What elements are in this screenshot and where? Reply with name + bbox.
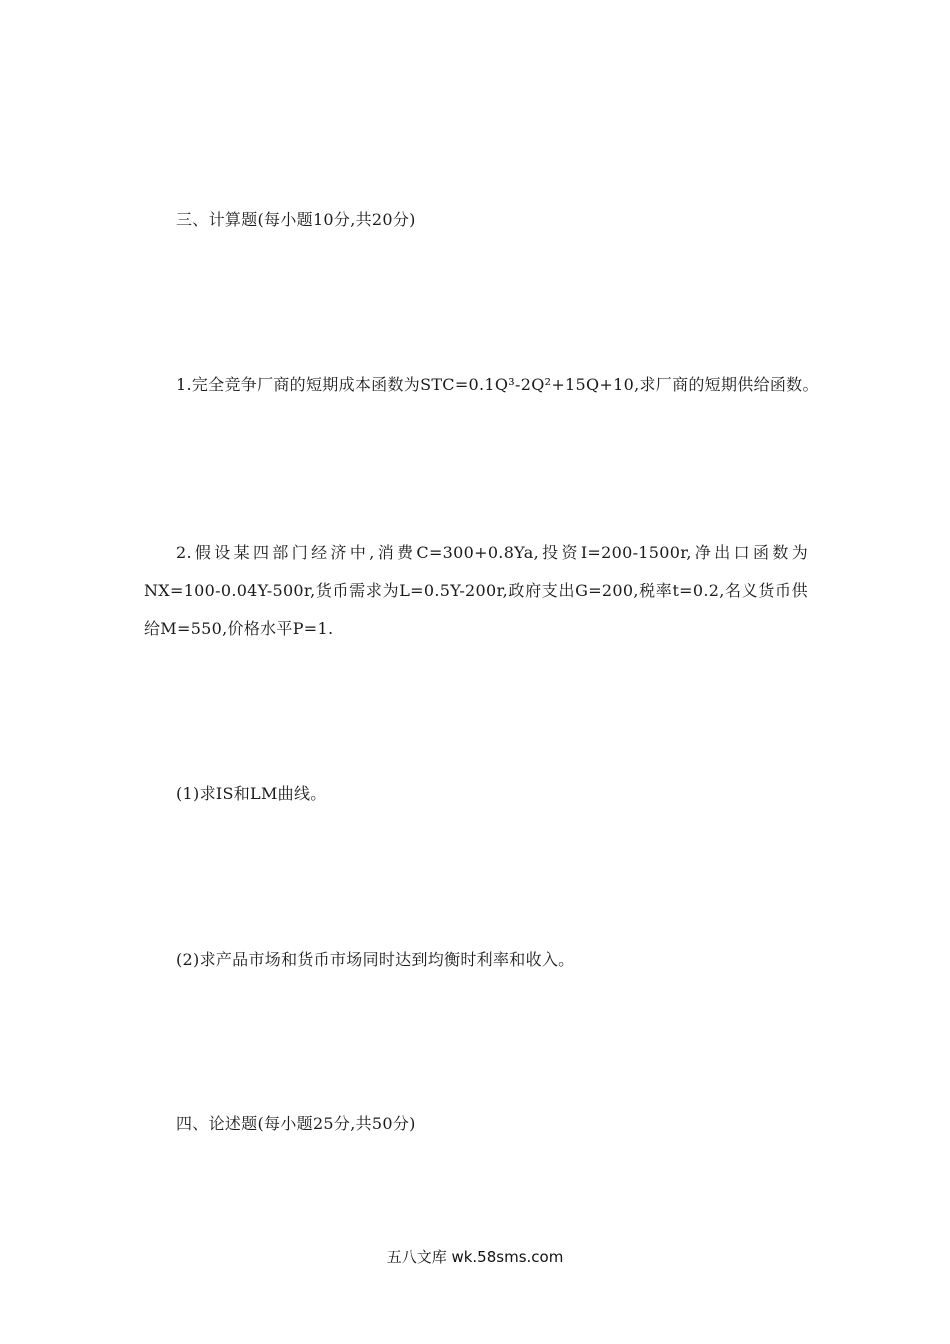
- section-3-heading: 三、计算题(每小题10分,共20分): [176, 210, 416, 229]
- section-4-heading: 四、论述题(每小题25分,共50分): [176, 1114, 416, 1133]
- question-2-part-2: (2)求产品市场和货币市场同时达到均衡时利率和收入。: [176, 950, 575, 969]
- question-2-part-1: (1)求IS和LM曲线。: [176, 784, 327, 803]
- footer-watermark: 五八文库 wk.58sms.com: [386, 1248, 564, 1266]
- question-2: 2.假设某四部门经济中,消费C=300+0.8Ya,投资I=200-1500r,净出口函数为NX=100-0.04Y-500r,货币需求为L=0.5Y-200r,政府支出G=200,税率t=0.2,名义货币供给M=550,价格水平P=1.: [144, 543, 808, 638]
- question-1: 1.完全竞争厂商的短期成本函数为STC=0.1Q³-2Q²+15Q+10,求厂商的短期供给函数。: [176, 375, 819, 394]
